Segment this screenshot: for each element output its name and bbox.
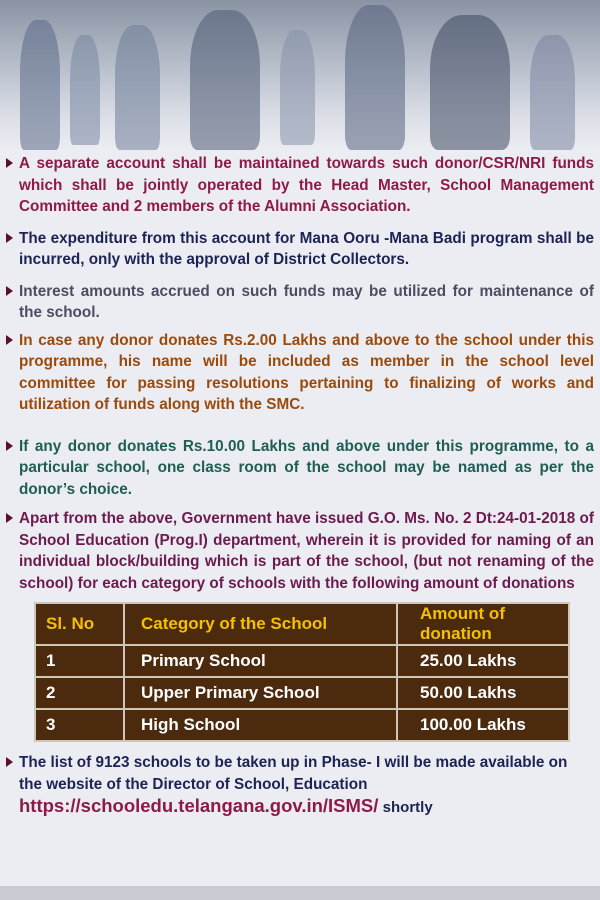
bullet-text [19, 752, 594, 819]
website-link[interactable]: https://schooledu.telangana.gov.in/ISMS/ [19, 795, 379, 816]
bullet-text: Apart from the above, Government have issued G.O. Ms. No. 2 Dt:24-01-2018 of School Education (Prog.I) department, wherein it is provided for naming of an individual block/building which is part of the school, (but not renaming of the school) for each category of schools with the following amount of donations [19, 510, 594, 592]
donation-table [34, 602, 570, 742]
bullet-text: A separate account shall be maintained towards such donor/CSR/NRI funds which shall be jointly operated by the Head Master, School Management Committee and 2 members of the Alumni Association. [19, 155, 594, 215]
bullet-school-list [6, 752, 594, 819]
cell-amount: 25.00 Lakhs [397, 645, 569, 677]
table-row [35, 645, 569, 677]
header-sl-no: Sl. No [35, 603, 124, 645]
table-row [35, 677, 569, 709]
arrow-bullet-icon [6, 335, 13, 345]
bullet-text: Interest amounts accrued on such funds may be utilized for maintenance of the school. [19, 282, 594, 321]
cell-category: Upper Primary School [124, 677, 397, 709]
bullet-donor-10-lakhs [6, 436, 594, 501]
bullet-text: In case any donor donates Rs.2.00 Lakhs and above to the school under this programme, his name will be included as member in the school level committee for passing resolutions pertaining to finalizing of works and utilization of funds along with the SMC. [19, 331, 594, 413]
header-category: Category of the School [124, 603, 397, 645]
bullet-expenditure [6, 228, 594, 271]
arrow-bullet-icon [6, 441, 13, 451]
bullet-text: If any donor donates Rs.10.00 Lakhs and above under this programme, to a particular school, one class room of the school may be named as per the donor’s choice. [19, 437, 594, 498]
bullet-interest [6, 281, 594, 324]
cell-sl-no: 2 [35, 677, 124, 709]
cell-category: Primary School [124, 645, 397, 677]
table-row [35, 709, 569, 741]
arrow-bullet-icon [6, 513, 13, 523]
arrow-bullet-icon [6, 757, 13, 767]
cell-sl-no: 3 [35, 709, 124, 741]
bullet-separate-account [6, 153, 594, 218]
header-photo [0, 0, 600, 150]
shortly-text: shortly [382, 799, 433, 816]
arrow-bullet-icon [6, 233, 13, 243]
arrow-bullet-icon [6, 158, 13, 168]
header-amount: Amount of donation [397, 603, 569, 645]
bullet-text: The expenditure from this account for Mana Ooru -Mana Badi program shall be incurred, only with the approval of District Collectors. [19, 229, 594, 268]
content [6, 153, 594, 819]
bullet-donor-2-lakhs [6, 330, 594, 416]
bottom-strip [0, 886, 600, 900]
bullet-go-ms-2 [6, 508, 594, 594]
cell-sl-no: 1 [35, 645, 124, 677]
arrow-bullet-icon [6, 286, 13, 296]
cell-amount: 50.00 Lakhs [397, 677, 569, 709]
cell-amount: 100.00 Lakhs [397, 709, 569, 741]
table-header-row [35, 603, 569, 645]
cell-category: High School [124, 709, 397, 741]
school-list-text: The list of 9123 schools to be taken up in Phase- I will be made available on the website of the Director of School, Education [19, 754, 568, 793]
